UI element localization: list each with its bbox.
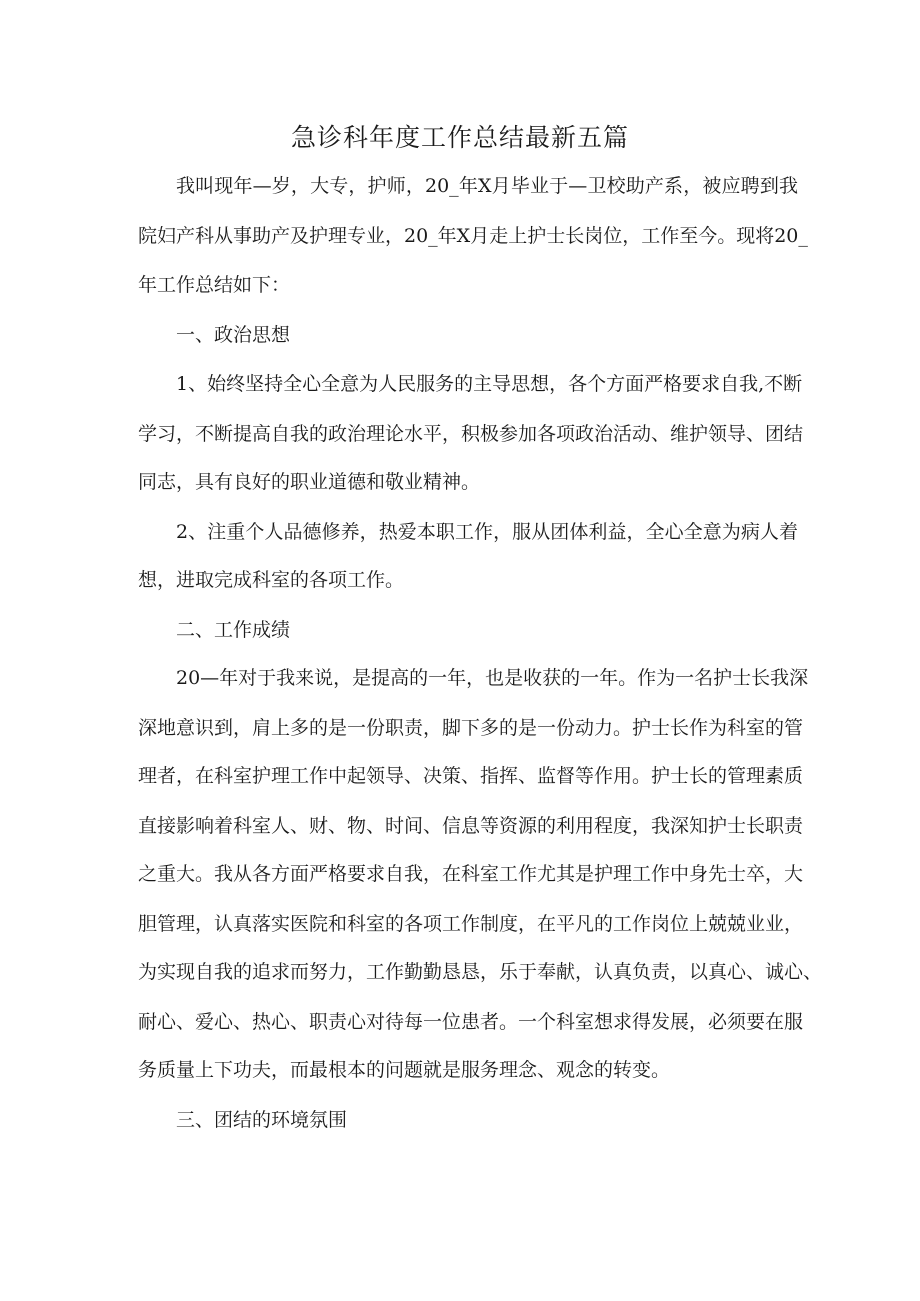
paragraph-line: 直接影响着科室人、财、物、时间、信息等资源的利用程度，我深知护士长职责 xyxy=(138,815,804,837)
paragraph-line: 20—年对于我来说，是提高的一年，也是收获的一年。作为一名护士长我深 xyxy=(176,667,809,689)
paragraph-line: 学习，不断提高自我的政治理论水平，积极参加各项政治活动、维护领导、团结 xyxy=(138,423,804,445)
paragraph-line: 耐心、爱心、热心、职责心对待每一位患者。一个科室想求得发展，必须要在服 xyxy=(138,1011,804,1033)
paragraph-line: 之重大。我从各方面严格要求自我，在科室工作尤其是护理工作中身先士卒，大 xyxy=(138,863,804,885)
paragraph-line: 想，进取完成科室的各项工作。 xyxy=(138,569,405,591)
section-heading: 一、政治思想 xyxy=(176,324,291,346)
paragraph-line: 同志，具有良好的职业道德和敬业精神。 xyxy=(138,471,481,493)
paragraph-line: 1、始终坚持全心全意为人民服务的主导思想，各个方面严格要求自我,不断 xyxy=(176,373,803,395)
paragraph-line: 为实现自我的追求而努力，工作勤勤恳恳，乐于奉献，认真负责，以真心、诚心、 xyxy=(138,961,823,983)
paragraph-line: 理者，在科室护理工作中起领导、决策、指挥、监督等作用。护士长的管理素质 xyxy=(138,765,804,787)
section-heading: 三、团结的环境氛围 xyxy=(176,1109,348,1131)
section-heading: 二、工作成绩 xyxy=(176,619,291,641)
paragraph-line: 院妇产科从事助产及护理专业，20_年X月走上护士长岗位，工作至今。现将20_ xyxy=(138,225,808,247)
paragraph-line: 务质量上下功夫，而最根本的问题就是服务理念、观念的转变。 xyxy=(138,1059,671,1081)
paragraph-line: 2、注重个人品德修养，热爱本职工作，服从团体利益，全心全意为病人着 xyxy=(176,521,798,543)
paragraph-line: 胆管理，认真落实医院和科室的各项工作制度，在平凡的工作岗位上兢兢业业， xyxy=(138,913,804,935)
document-title: 急诊科年度工作总结最新五篇 xyxy=(290,123,629,152)
paragraph-line: 我叫现年—岁，大专，护师，20_年X月毕业于—卫校助产系，被应聘到我 xyxy=(176,175,798,197)
paragraph-line: 年工作总结如下： xyxy=(138,274,291,296)
paragraph-line: 深地意识到，肩上多的是一份职责，脚下多的是一份动力。护士长作为科室的管 xyxy=(138,717,804,739)
